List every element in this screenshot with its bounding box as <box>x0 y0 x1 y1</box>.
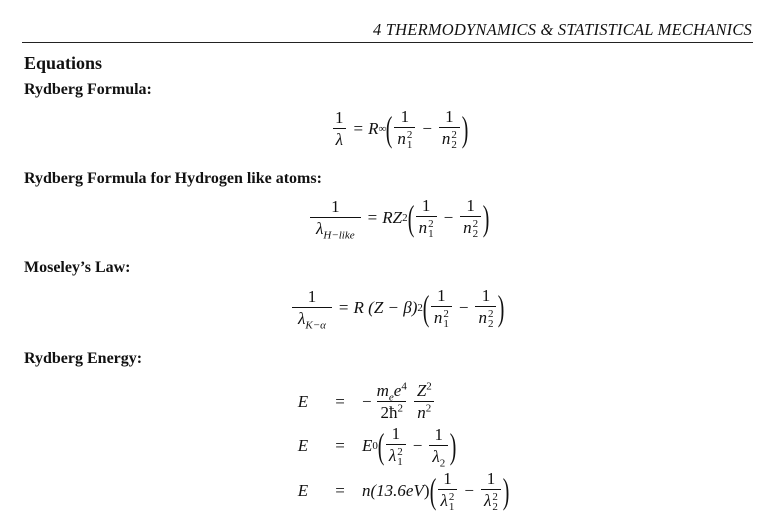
numerator: 1 <box>400 107 410 126</box>
equation-rydberg-energy-2: E = E 0 ( 1 λ 2 1 − $\frac{1}{\lambda_2}$ ) <box>288 425 456 467</box>
subsection-rydberg-hydrogen: Rydberg Formula for Hydrogen like atoms: <box>24 170 322 187</box>
minus-sign: − <box>362 392 372 411</box>
rydberg-constant: R <box>368 119 379 139</box>
right-paren: ) <box>502 471 510 512</box>
minus-sign: − <box>443 208 454 228</box>
lambda: λ <box>432 447 440 467</box>
running-header: 4 THERMODYNAMICS & STATISTICAL MECHANICS <box>373 20 752 39</box>
sup: 2 <box>492 491 498 504</box>
prefactor: n(13.6 <box>362 481 406 501</box>
equation-rydberg-formula: $\frac{1}{\lambda}$ = R ∞ ( 1 n 2 1 − 1 n 2 2 ) <box>330 108 468 150</box>
sub: 2 <box>472 228 479 241</box>
close-paren: ) <box>423 481 430 501</box>
sub: 1 <box>397 456 403 469</box>
numerator: 1 <box>466 196 475 215</box>
n: n <box>397 129 406 148</box>
left-paren: ( <box>386 109 393 150</box>
right-paren: ) <box>482 198 490 239</box>
sup: 2 <box>472 218 479 231</box>
equals-sign: = <box>335 436 345 456</box>
numerator: 1 <box>307 287 317 307</box>
numerator: 1 <box>391 424 401 443</box>
superscript: 2 <box>426 380 432 393</box>
energy: E <box>297 436 309 456</box>
rydberg-constant: R <box>353 298 364 318</box>
energy: E <box>297 392 309 411</box>
right-paren: ) <box>449 426 457 467</box>
z: Z <box>416 381 427 400</box>
sup: 2 <box>487 308 494 321</box>
numerator: 1 <box>486 469 496 488</box>
minus-sign: − <box>464 481 474 501</box>
n: n <box>441 129 451 148</box>
sub: 1 <box>448 501 455 514</box>
numerator: 1 <box>421 196 431 215</box>
equation-rydberg-energy-3 <box>288 470 509 512</box>
mass: m <box>376 381 389 400</box>
left-paren: ( <box>407 198 414 239</box>
numerator: 1 <box>481 286 491 305</box>
right-paren: ) <box>498 288 505 329</box>
subsection-moseley: Moseley’s Law: <box>24 259 131 276</box>
sub: 2 <box>492 501 498 514</box>
numerator: 1 <box>434 425 444 445</box>
numerator: 1 <box>335 108 344 128</box>
numerator: 1 <box>437 286 446 305</box>
numerator: 1 <box>331 197 340 217</box>
sub: 2 <box>451 139 457 152</box>
sup: 2 <box>428 218 434 231</box>
sub: 1 <box>406 139 413 152</box>
sup: 2 <box>451 129 457 142</box>
minus-sign: − <box>458 298 469 318</box>
superscript: 4 <box>401 380 407 393</box>
header-rule <box>22 42 753 43</box>
n: n <box>478 308 487 327</box>
minus-sign: − <box>412 436 423 456</box>
e0: E <box>362 436 373 456</box>
superscript: 2 <box>397 402 403 415</box>
n: n <box>417 403 426 422</box>
left-paren: ( <box>422 288 430 329</box>
right-paren: ) <box>461 109 469 150</box>
section-title: Equations <box>24 53 103 73</box>
minus-sign: − <box>422 119 432 139</box>
energy: E <box>297 481 309 501</box>
subsection-rydberg-formula: Rydberg Formula: <box>24 81 152 98</box>
sup: 2 <box>448 491 455 504</box>
lambda: λ <box>388 446 397 465</box>
equals-sign: = <box>338 298 349 318</box>
sup: 2 <box>406 129 413 142</box>
lambda: λ <box>440 491 448 510</box>
equals-sign: = <box>367 208 378 228</box>
unit: eV <box>405 481 424 501</box>
subsection-rydberg-energy: Rydberg Energy: <box>24 350 143 367</box>
sub: 2 <box>439 457 446 470</box>
screened-charge: (Z − β) <box>368 298 418 318</box>
lambda: λ <box>316 219 324 239</box>
left-paren: ( <box>429 471 436 512</box>
lambda: λ <box>484 491 492 510</box>
numerator: 1 <box>445 107 454 126</box>
equals-sign: = <box>335 481 345 501</box>
lambda: λ <box>298 309 306 329</box>
sub: 1 <box>443 318 449 331</box>
superscript: 2 <box>425 402 432 415</box>
charge: e <box>393 381 402 400</box>
equation-rydberg-energy-1 <box>288 382 437 422</box>
subscript: e <box>388 391 394 404</box>
left-paren: ( <box>377 426 385 467</box>
denominator: λ <box>333 128 346 149</box>
equals-sign: = <box>353 119 364 139</box>
n: n <box>463 218 472 237</box>
rydberg-constant: R <box>382 208 393 228</box>
equation-moseley: $\frac{1}{\lambda_{K-\alpha}}$ = R (Z − β) 2 ( 1 n 2 1 − 1 n 2 2 ) <box>290 287 504 329</box>
n: n <box>433 308 443 327</box>
sup: 2 <box>397 446 403 459</box>
equals-sign: = <box>335 392 345 411</box>
hbar: 2ħ <box>380 403 398 422</box>
equation-rydberg-hydrogen: $\frac{1}{\lambda_{H-like}}$ = R Z 2 ( 1 n 2 1 − 1 n 2 2 ) <box>308 197 489 239</box>
subscript: K−α <box>305 319 326 332</box>
n: n <box>418 218 428 237</box>
sub: 1 <box>428 228 434 241</box>
sup: 2 <box>443 308 449 321</box>
sub: 2 <box>487 318 494 331</box>
numerator: 1 <box>443 469 452 488</box>
atomic-number: Z <box>392 208 403 228</box>
subscript: H−like <box>323 229 355 242</box>
